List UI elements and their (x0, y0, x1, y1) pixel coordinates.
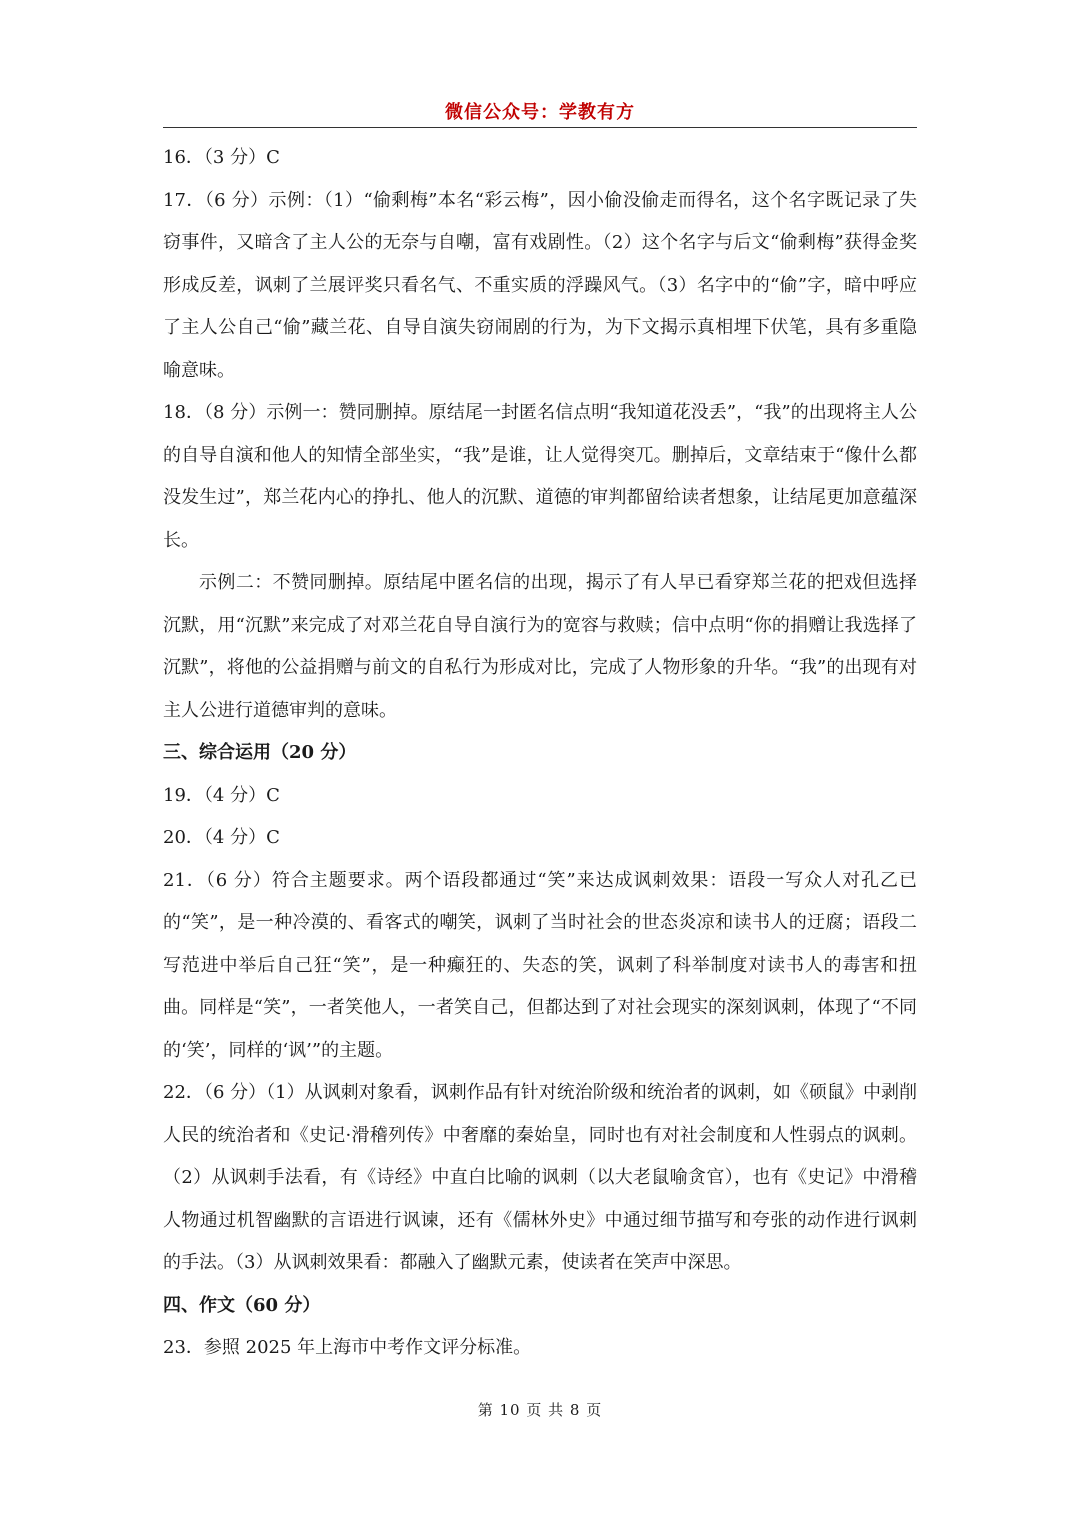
header-title: 微信公众号：学教有方 (445, 102, 635, 123)
answer-20: 20．（4 分）C (163, 827, 280, 848)
answer-19: 19．（4 分）C (163, 784, 280, 806)
section-heading-4: 四、作文（60 分） (163, 1294, 321, 1316)
answer-18-example-2: 示例二：不赞同删掉。原结尾中匿名信的出现，揭示了有人早已看穿郑兰花的把戏但选择沉默，用“沉默”来完成了对邓兰花自导自演行为的宽容与救赎；信中点明“你的捐赠让我选择了沉默”，将他的公益捐赠与前文的自私行为形成对比，完成了人物形象的升华。“我”的出现有对主人公进行道德审判的意味。 (163, 572, 917, 721)
header-rule (163, 127, 917, 128)
section-heading-3: 三、综合运用（20 分） (163, 742, 357, 763)
answer-22: 22．（6 分）（1）从讽刺对象看，讽刺作品有针对统治阶级和统治者的讽刺，如《硕鼠》中剥削人民的统治者和《史记·滑稽列传》中奢靡的秦始皇，同时也有对社会制度和人性弱点的讽刺。（2）从讽刺手法看，有《诗经》中直白比喻的讽刺（以大老鼠喻贪官），也有《史记》中滑稽人物通过机智幽默的言语进行讽谏，还有《儒林外史》中通过细节描写和夸张的动作进行讽刺的手法。（3）从讽刺效果看：都融入了幽默元素，使读者在笑声中深思。 (163, 1082, 917, 1273)
answer-17: 17．（6 分）示例：（1）“偷剩梅”本名“彩云梅”，因小偷没偷走而得名，这个名字既记录了失窃事件，又暗含了主人公的无奈与自嘲，富有戏剧性。（2）这个名字与后文“偷剩梅”获得金奖形成反差，讽刺了兰展评奖只看名气、不重实质的浮躁风气。（3）名字中的“偷”字，暗中呼应了主人公自己“偷”藏兰花、自导自演失窃闹剧的行为，为下文揭示真相埋下伏笔，具有多重隐喻意味。 (163, 189, 917, 381)
page-number: 第 10 页 共 8 页 (477, 1401, 603, 1419)
answer-16: 16．（3 分）C (163, 147, 280, 168)
answer-21: 21．（6 分）符合主题要求。两个语段都通过“笑”来达成讽刺效果：语段一写众人对孔乙已的“笑”，是一种冷漠的、看客式的嘲笑，讽刺了当时社会的世态炎凉和读书人的迂腐；语段二写范进中举后自己狂“笑”，是一种癫狂的、失态的笑，讽刺了科举制度对读书人的毒害和扭曲。同样是“笑”，一者笑他人，一者笑自己，但都达到了对社会现实的深刻讽刺，体现了“不同的‘笑’，同样的‘讽’”的主题。 (163, 869, 917, 1061)
answer-23: 23．参照 2025 年上海市中考作文评分标准。 (163, 1337, 532, 1358)
answer-18-example-1: 18．（8 分）示例一：赞同删掉。原结尾一封匿名信点明“我知道花没丢”，“我”的出现将主人公的自导自演和他人的知情全部坐实，“我”是谁，让人觉得突兀。删掉后，文章结束于“像什么都没发生过”，郑兰花内心的挣扎、他人的沉默、道德的审判都留给读者想象，让结尾更加意蕴深长。 (163, 402, 917, 551)
document-body (163, 137, 917, 1370)
